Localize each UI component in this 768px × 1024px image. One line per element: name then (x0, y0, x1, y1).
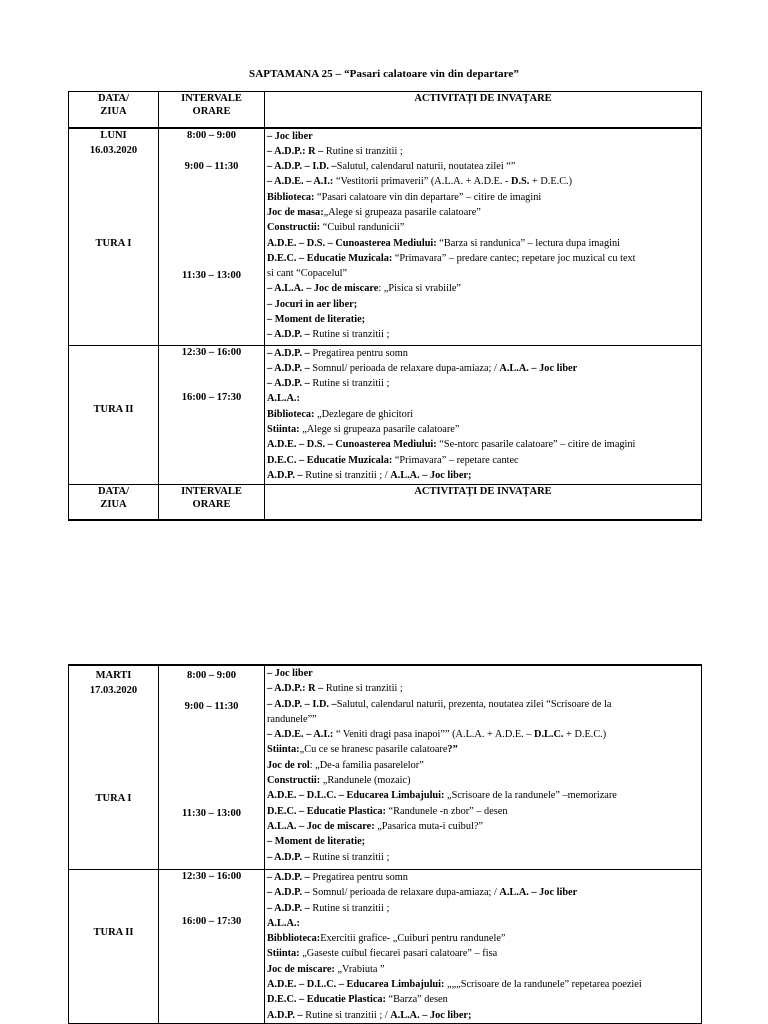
activity-line (265, 361, 701, 376)
activity-label: Joc de rol (267, 759, 310, 771)
activity-text: Rutine si tranzitii ; / (302, 1009, 391, 1021)
activity-label: D.E.C. – Educatie Muzicala: (267, 454, 393, 466)
header-intervale-label: INTERVALE (181, 93, 242, 104)
activity-line (265, 885, 701, 900)
activity-label: – Jocuri in aer liber; (267, 298, 358, 310)
activity-line (265, 819, 701, 834)
activity-line (265, 901, 701, 916)
activity-line (265, 468, 701, 483)
activity-label: – A.D.P.: R – (267, 145, 324, 157)
activity-line (265, 870, 701, 885)
activity-text: Rutine si tranzitii ; (309, 329, 390, 341)
activity-label: A.D.E. – D.S. – Cunoasterea Mediului: (267, 439, 437, 451)
activity-text: „Randunele (mozaic) (320, 775, 411, 787)
activity-label: A.D.E. – D.L.C. – Educarea Limbajului: (267, 979, 445, 991)
activity-text: „Cu ce se hranesc pasarile calatoare (299, 744, 448, 756)
activity-line (265, 144, 701, 159)
shift-label: TURA I (95, 793, 132, 804)
activities-cell (265, 870, 702, 1024)
activity-text: “Barza” desen (385, 994, 448, 1006)
activity-label: A.L.A. – Joc liber (499, 362, 578, 374)
activity-label: A.D.P. – (267, 469, 303, 481)
day-date: 17.03.2020 (89, 685, 138, 696)
header-orare-label: ORARE (192, 106, 231, 117)
activity-label: – A.D.P. – (267, 378, 310, 390)
activity-label: – Joc liber (267, 668, 313, 679)
activity-label: D.E.C. – Educatie Plastica: (267, 994, 386, 1006)
activity-label: D.E.C. – Educatie Plastica: (267, 805, 386, 817)
header-data-ziua (69, 484, 159, 520)
activities-list (265, 346, 701, 484)
shift-label: TURA I (95, 237, 132, 249)
activity-label: A.L.A.: (267, 393, 300, 405)
activity-line (265, 697, 701, 712)
activity-text: “Randunele -n zbor” – desen (385, 805, 508, 817)
activity-label: – A.D.P. – (267, 902, 310, 914)
activity-text: “Cuibul randunicii” (320, 222, 405, 234)
activity-line (265, 220, 701, 235)
header-ziua-label: ZIUA (100, 498, 127, 510)
activity-line (265, 681, 701, 696)
day-cell (69, 128, 159, 346)
activity-line (265, 190, 701, 205)
activity-line (265, 946, 701, 961)
time-cell (159, 128, 265, 346)
activity-text: Exercitii grafice- „Cuiburi pentru randunele” (320, 933, 506, 945)
activity-line (265, 453, 701, 468)
activity-line (265, 391, 701, 406)
activity-label: Biblioteca: (267, 408, 315, 420)
activity-line (265, 992, 701, 1007)
activity-text: “Primavara” – predare cantec; repetare joc muzical cu text (392, 252, 636, 264)
activity-text: si cant “Copacelul” (267, 268, 348, 280)
activity-text: Salutul, calendarul naturii, noutatea zilei “” (336, 161, 516, 173)
activity-label: – A.D.P.: R – (267, 683, 324, 695)
table-row-tura-2 (69, 345, 702, 484)
activities-list (265, 870, 701, 1023)
activity-text: „Pasarica muta-i cuibul?” (374, 820, 483, 832)
activity-text: “Se-ntorc pasarile calatoare” – citire de imagini (436, 439, 636, 451)
activity-line (265, 804, 701, 819)
activity-line (265, 931, 701, 946)
time-slot: 11:30 – 13:00 (182, 808, 241, 819)
header-orare-label: ORARE (192, 498, 231, 510)
activity-label: Stiinta: (267, 423, 300, 435)
activity-line (265, 281, 701, 296)
activity-line (265, 1008, 701, 1023)
activity-line (265, 962, 701, 977)
activity-label: – Moment de literatie; (267, 836, 366, 848)
day-name: MARTI (95, 670, 132, 681)
shift-label: TURA II (93, 403, 134, 415)
table-footer-header-row (69, 484, 702, 520)
activity-label: – A.D.P. – (267, 362, 310, 374)
activities-cell (265, 128, 702, 346)
header-intervale-label: INTERVALE (181, 485, 242, 497)
day-cell (69, 665, 159, 870)
activity-text: “Pasari calatoare vin din departare” – citire de imagini (314, 191, 542, 203)
time-slot: 16:00 – 17:30 (181, 916, 242, 927)
header-activitati: ACTIVITAȚI DE INVAȚARE (265, 484, 702, 520)
header-intervale-orare (159, 484, 265, 520)
activity-text: „Alege si grupeaza pasarile calatoare” (323, 206, 481, 218)
activity-line (265, 312, 701, 327)
time-slot: 8:00 – 9:00 (187, 129, 236, 141)
activity-text: Somnul/ perioada de relaxare dupa-amiaza; / (309, 362, 500, 374)
activity-label: – A.D.P. – I.D. – (267, 161, 337, 173)
activity-line (265, 346, 701, 361)
activity-label: D.E.C. – Educatie Muzicala: (267, 252, 393, 264)
activity-line (265, 727, 701, 742)
activity-line (265, 422, 701, 437)
activity-line (265, 327, 701, 342)
activity-label: Stiinta: (267, 744, 300, 756)
header-data-ziua (69, 92, 159, 128)
activity-text: Rutine si tranzitii ; / (302, 469, 391, 481)
activity-text: Rutine si tranzitii ; (309, 902, 390, 914)
activity-line (265, 297, 701, 312)
activity-text: Rutine si tranzitii ; (323, 683, 403, 695)
activity-text: “ Veniti dragi pasa inapoi”” (A.L.A. + A.D.E. – (333, 729, 535, 741)
time-slot: 11:30 – 13:00 (182, 269, 241, 281)
page-title: SAPTAMANA 25 – “Pasari calatoare vin din departare” (248, 68, 519, 80)
activity-label: A.L.A. – Joc de miscare: (267, 820, 375, 832)
time-cell (159, 870, 265, 1024)
activity-line (265, 788, 701, 803)
activity-label: – A.L.A. – Joc de miscare (267, 283, 379, 295)
activity-label: – A.D.P. – (267, 851, 310, 863)
activity-line (265, 159, 701, 174)
activity-label: A.D.E. – D.S. – Cunoasterea Mediului: (267, 237, 437, 249)
activity-label: – A.D.P. – (267, 329, 310, 341)
activity-label: – A.D.P. – I.D. – (267, 698, 337, 710)
activity-label: D.S. (511, 176, 530, 188)
activity-label: Constructii: (267, 222, 321, 234)
shift-label: TURA II (93, 927, 134, 938)
activity-text: : „De-a familia pasarelelor” (309, 759, 424, 771)
activity-line (265, 916, 701, 931)
table-header-row (69, 92, 702, 128)
time-slot: 12:30 – 16:00 (181, 346, 242, 358)
activity-text: Pregatirea pentru somn (309, 347, 408, 359)
activity-label: Constructii: (267, 775, 321, 787)
activities-list (265, 666, 701, 865)
activity-line (265, 850, 701, 865)
activity-line (265, 205, 701, 220)
activity-text: Rutine si tranzitii ; (309, 851, 390, 863)
activity-label: A.L.A. – Joc liber; (390, 1009, 472, 1021)
activity-label: – A.D.E. – A.I.: (267, 176, 334, 188)
activity-line (265, 712, 701, 727)
activity-label: Biblioteca: (267, 191, 315, 203)
time-slot: 16:00 – 17:30 (181, 391, 242, 403)
activity-text: Pregatirea pentru somn (309, 872, 408, 883)
time-slot: 9:00 – 11:30 (184, 701, 239, 712)
activity-label: A.L.A.: (267, 917, 300, 929)
header-ziua-label: ZIUA (100, 106, 127, 117)
activity-label: A.L.A. – Joc liber; (390, 469, 472, 481)
time-slot: 8:00 – 9:00 (187, 670, 236, 681)
activity-line (265, 834, 701, 849)
header-data-label: DATA/ (97, 93, 130, 104)
activity-line (265, 129, 701, 144)
activity-text: “Barza si randunica” – lectura dupa imagini (436, 237, 620, 249)
schedule-table-luni (68, 91, 702, 521)
header-data-label: DATA/ (97, 485, 130, 497)
activity-line (265, 758, 701, 773)
activity-label: ?” (447, 744, 458, 756)
activity-line (265, 773, 701, 788)
activity-label: Stiinta: (267, 948, 300, 960)
activity-line (265, 742, 701, 757)
activity-text: Somnul/ perioada de relaxare dupa-amiaza; / (309, 887, 500, 899)
activity-text: „„„Scrisoare de la randunele” repetarea poeziei (444, 979, 642, 991)
activity-text: + D.E.C.) (529, 176, 573, 188)
day-cell (69, 345, 159, 484)
activity-text: : „Pisica si vrabiile” (378, 283, 461, 295)
time-slot: 12:30 – 16:00 (181, 871, 242, 882)
header-intervale-orare (159, 92, 265, 128)
activity-line (265, 437, 701, 452)
activities-cell (265, 665, 702, 870)
activity-label: Joc de miscare: (267, 963, 335, 975)
header-activitati: ACTIVITAȚI DE INVAȚARE (265, 92, 702, 128)
activity-label: Joc de masa: (267, 206, 324, 218)
activity-label: D.L.C. (534, 729, 564, 741)
table-row-tura-2 (69, 870, 702, 1024)
activity-text: „Gaseste cuibul fiecarei pasari calatoare” – fisa (299, 948, 498, 960)
activity-line (265, 236, 701, 251)
day-name: LUNI (100, 129, 127, 141)
schedule-table-marti (68, 664, 702, 1024)
activity-label: A.D.P. – (267, 1009, 303, 1021)
activity-label: – A.D.E. – A.I.: (267, 729, 334, 741)
activity-text: + D.E.C.) (563, 729, 607, 741)
activity-line (265, 251, 701, 266)
activities-list (265, 129, 701, 343)
activity-label: A.D.E. – D.L.C. – Educarea Limbajului: (267, 790, 445, 802)
day-cell (69, 870, 159, 1024)
time-cell (159, 345, 265, 484)
activity-label: – Moment de literatie; (267, 314, 366, 326)
activity-text: „Dezlegare de ghicitori (314, 408, 414, 420)
activity-text: „Vrabiuta ” (334, 963, 385, 975)
activity-text: “Primavara” – repetare cantec (392, 454, 519, 466)
activity-line (265, 174, 701, 189)
activity-label: A.L.A. – Joc liber (499, 887, 578, 899)
activity-text: „Alege si grupeaza pasarile calatoare” (299, 423, 460, 435)
activity-line (265, 407, 701, 422)
table-row-tura-1 (69, 665, 702, 870)
activity-line (265, 666, 701, 681)
activities-cell (265, 345, 702, 484)
day-date: 16.03.2020 (89, 144, 138, 156)
activity-label: – A.D.P. – (267, 347, 310, 359)
time-cell (159, 665, 265, 870)
activity-text: “Vestitorii primaverii” (A.L.A. + A.D.E. - (333, 176, 512, 188)
activity-label: – A.D.P. – (267, 872, 310, 883)
activity-label: – Joc liber (267, 130, 313, 142)
activity-label: – A.D.P. – (267, 887, 310, 899)
activity-text: „Scrisoare de la randunele” –memorizare (444, 790, 617, 802)
activity-text: randunele”” (267, 713, 317, 725)
time-slot: 9:00 – 11:30 (184, 160, 239, 172)
activity-line (265, 376, 701, 391)
activity-label: Bibblioteca: (267, 933, 321, 945)
activity-line (265, 266, 701, 281)
activity-text: Rutine si tranzitii ; (323, 145, 403, 157)
activity-text: Rutine si tranzitii ; (309, 378, 390, 390)
activity-text: Salutul, calendarul naturii, prezenta, noutatea zilei “Scrisoare de la (336, 698, 612, 710)
table-row-tura-1 (69, 128, 702, 346)
activity-line (265, 977, 701, 992)
